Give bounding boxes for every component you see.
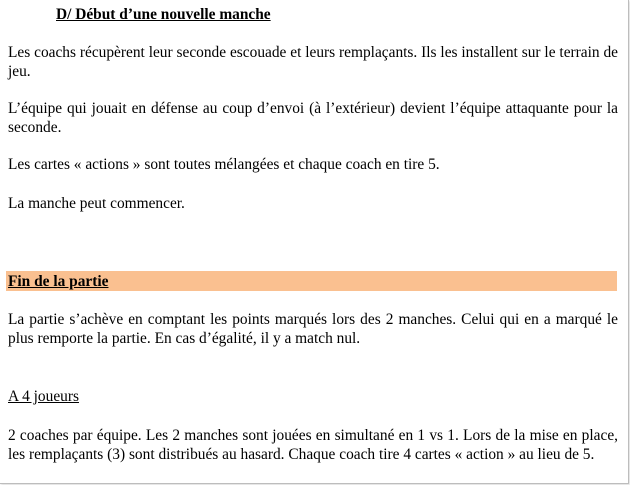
section-4-players-heading: A 4 joueurs — [8, 388, 79, 405]
section-d-paragraph-3: Les cartes « actions » sont toutes mélangées et chaque coach en tire 5. — [8, 156, 440, 173]
section-d-paragraph-4: La manche peut commencer. — [8, 195, 185, 212]
section-d-paragraph-2: L’équipe qui jouait en défense au coup d’envoi (à l’extérieur) devient l’équipe attaquante pour la seconde. — [8, 100, 618, 136]
section-fin-heading: Fin de la partie — [8, 273, 109, 290]
section-4-players-paragraph: 2 coaches par équipe. Les 2 manches sont jouées en simultané en 1 vs 1. Lors de la mise en place, les remplaçants (3) sont distribués au hasard. Chaque coach tire 4 cartes « action » au lieu de 5. — [8, 427, 618, 463]
section-d-paragraph-1: Les coachs récupèrent leur seconde escouade et leurs remplaçants. Ils les installent sur le terrain de jeu. — [8, 44, 618, 80]
section-d-heading: D/ Début d’une nouvelle manche — [56, 6, 271, 23]
section-fin-paragraph: La partie s’achève en comptant les points marqués lors des 2 manches. Celui qui en a marqué le plus remporte la partie. En cas d’égalité, il y a match nul. — [8, 311, 618, 347]
